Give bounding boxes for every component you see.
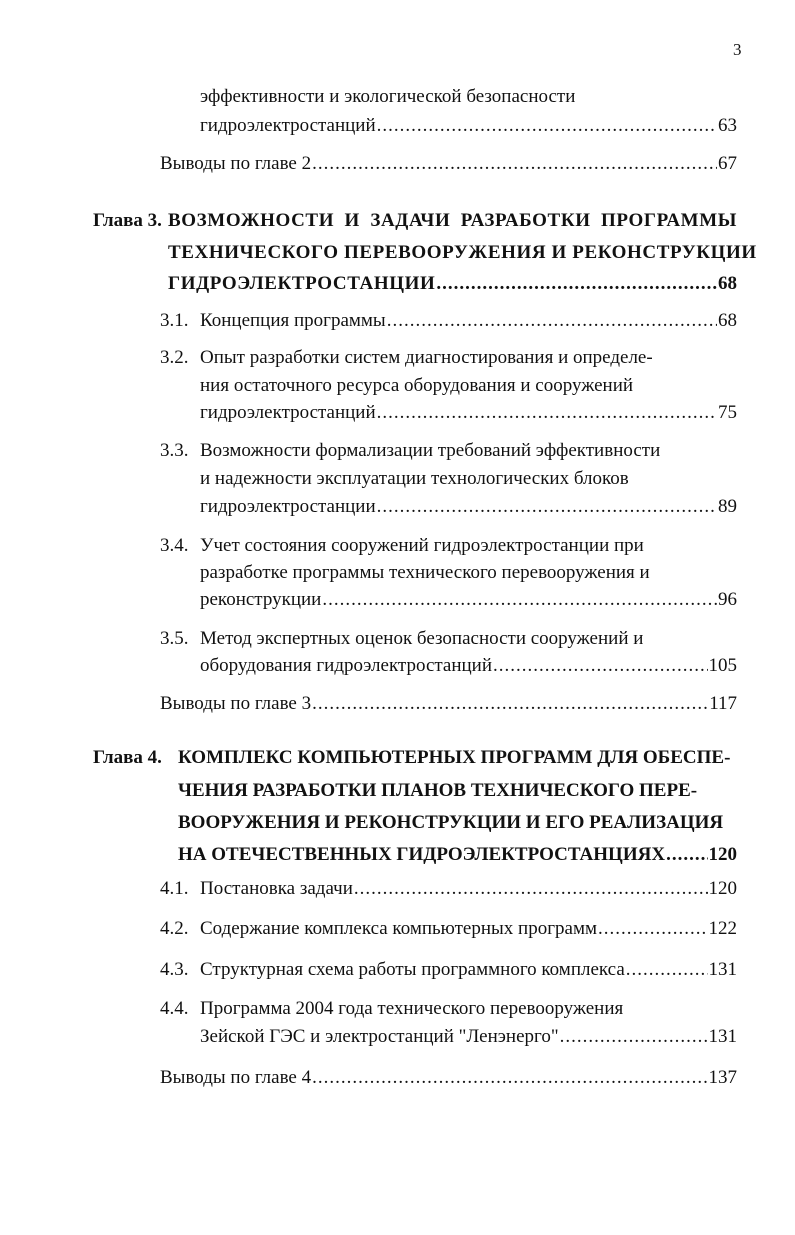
toc-entry-text: Выводы по главе 4 [160, 1067, 312, 1088]
toc-page-ref: 122 [708, 918, 737, 939]
section-number: 3.3. [160, 440, 189, 461]
section-number: 3.2. [160, 347, 189, 368]
toc-page-ref: 120 [708, 878, 737, 899]
toc-section-4-1 [200, 876, 737, 902]
toc-entry-text: ния остаточного ресурса оборудования и сооружений [200, 375, 634, 396]
chapter-4-title-line: НА ОТЕЧЕСТВЕННЫХ ГИДРОЭЛЕКТРОСТАНЦИЯХ [178, 844, 666, 865]
toc-page-ref: 68 [718, 310, 737, 331]
section-number: 4.4. [160, 998, 189, 1019]
toc-page-ref: 120 [708, 844, 737, 865]
section-number: 4.3. [160, 959, 189, 980]
toc-section-3-1 [200, 308, 737, 334]
chapter-3-label: Глава 3. [93, 210, 162, 231]
toc-entry-text: Зейской ГЭС и электростанций "Ленэнерго" [200, 1026, 559, 1047]
toc-page-ref: 131 [708, 1026, 737, 1047]
page-number: 3 [733, 40, 742, 59]
toc-page-ref: 105 [708, 655, 737, 676]
toc-entry-text: Метод экспертных оценок безопасности сооружений и [200, 628, 644, 649]
toc-section-3-2 [200, 400, 737, 426]
toc-page-ref: 117 [709, 693, 737, 714]
toc-page-ref: 63 [718, 115, 737, 136]
chapter-3-title-last [168, 271, 737, 297]
toc-conclusions-ch4 [160, 1065, 737, 1091]
section-number: 3.4. [160, 535, 189, 556]
section-number: 3.1. [160, 310, 189, 331]
toc-section-4-2 [200, 916, 737, 942]
toc-entry-text: Опыт разработки систем диагностирования и определе- [200, 347, 653, 368]
section-number: 4.2. [160, 918, 189, 939]
section-number: 3.5. [160, 628, 189, 649]
toc-page-ref: 137 [708, 1067, 737, 1088]
chapter-4-title-line: ВООРУЖЕНИЯ И РЕКОНСТРУКЦИИ И ЕГО РЕАЛИЗАЦИЯ [178, 812, 724, 833]
chapter-4-label: Глава 4. [93, 747, 162, 768]
toc-entry-text: Концепция программы [200, 310, 386, 331]
toc-entry-text: Выводы по главе 3 [160, 693, 312, 714]
toc-entry-text: Возможности формализации требований эффективности [200, 440, 661, 461]
toc-entry-text: и надежности эксплуатации технологических блоков [200, 468, 629, 489]
toc-page-ref: 131 [708, 959, 737, 980]
chapter-3-title-line: ГИДРОЭЛЕКТРОСТАНЦИИ [168, 273, 436, 294]
toc-entry-text: Постановка задачи [200, 878, 353, 899]
toc-entry-continued [200, 113, 737, 139]
chapter-4-title-line: КОМПЛЕКС КОМПЬЮТЕРНЫХ ПРОГРАММ ДЛЯ ОБЕСПЕ- [178, 747, 731, 768]
toc-entry-text: разработке программы технического перевооружения и [200, 562, 650, 583]
toc-conclusions-ch2 [160, 151, 737, 177]
chapter-3-title-line: ТЕХНИЧЕСКОГО ПЕРЕВООРУЖЕНИЯ И РЕКОНСТРУКЦИИ [168, 242, 757, 263]
toc-entry-text: Выводы по главе 2 [160, 153, 312, 174]
chapter-3-title-line: ВОЗМОЖНОСТИ И ЗАДАЧИ РАЗРАБОТКИ ПРОГРАММЫ [168, 210, 737, 231]
toc-entry-text: Структурная схема работы программного комплекса [200, 959, 625, 980]
toc-entry-text: Учет состояния сооружений гидроэлектростанции при [200, 535, 644, 556]
toc-section-4-3 [200, 957, 737, 983]
toc-entry-text: гидроэлектростанции [200, 496, 376, 517]
toc-page-ref: 68 [718, 273, 737, 294]
toc-conclusions-ch3 [160, 691, 737, 717]
toc-entry-text: оборудования гидроэлектростанций [200, 655, 493, 676]
toc-entry-text: реконструкции [200, 589, 322, 610]
chapter-4-title-last [178, 842, 737, 868]
toc-entry-text: Программа 2004 года технического перевооружения [200, 998, 624, 1019]
toc-entry-text: гидроэлектростанций [200, 402, 376, 423]
toc-page-ref: 89 [718, 496, 737, 517]
toc-section-3-5 [200, 653, 737, 679]
toc-entry-text: Содержание комплекса компьютерных программ [200, 918, 597, 939]
toc-entry-continued-line: эффективности и экологической безопасности [200, 86, 576, 107]
toc-section-4-4 [200, 1024, 737, 1050]
chapter-4-title-line: ЧЕНИЯ РАЗРАБОТКИ ПЛАНОВ ТЕХНИЧЕСКОГО ПЕРЕ- [178, 780, 698, 801]
toc-section-3-3 [200, 494, 737, 520]
toc-entry-text: гидроэлектростанций [200, 115, 376, 136]
section-number: 4.1. [160, 878, 189, 899]
toc-page-ref: 67 [718, 153, 737, 174]
toc-page-ref: 75 [718, 402, 737, 423]
toc-page-ref: 96 [718, 589, 737, 610]
toc-section-3-4 [200, 587, 737, 613]
